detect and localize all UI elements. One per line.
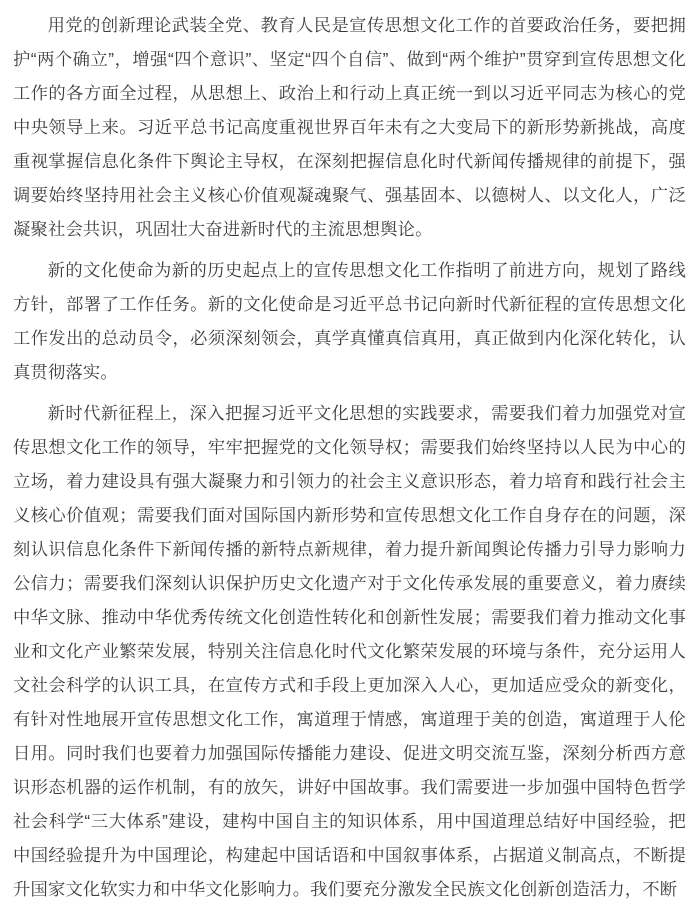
paragraph-3: 新时代新征程上，深入把握习近平文化思想的实践要求，需要我们着力加强党对宣传思想文化工作的领导，牢牢把握党的文化领导权；需要我们始终坚持以人民为中心的立场，着力建设具有强大凝聚力和引领力的社会主义意识形态，着力培育和践行社会主义核心价值观；需要我们面对国际国内新形势和宣传思想文化工作自身存在的问题，深刻认识信息化条件下新闻传播的新特点新规律，着力提升新闻舆论传播力引导力影响力公信力；需要我们深刻认识保护历史文化遗产对于文化传承发展的重要意义，着力赓续中华文脉、推动中华优秀传统文化创造性转化和创新性发展；需要我们着力推动文化事业和文化产业繁荣发展，特别关注信息化时代文化繁荣发展的环境与条件，充分运用人文社会科学的认识工具，在宣传方式和手段上更加深入人心，更加适应受众的新变化，有针对性地展开宣传思想文化工作，寓道理于情感，寓道理于美的创造，寓道理于人伦日用。同时我们也要着力加强国际传播能力建设、促进文明交流互鉴，深刻分析西方意识形态机器的运作机制，有的放矢，讲好中国故事。我们需要进一步加强中国特色哲学社会科学“三大体系”建设，建构中国自主的知识体系，用中国道理总结好中国经验，把中国经验提升为中国理论，构建起中国话语和中国叙事体系，占据道义制高点，不断提升国家文化软实力和中华文化影响力。我们要充分激发全民族文化创新创造活力，不断 bbox=[13, 403, 686, 899]
paragraph-2: 新的文化使命为新的历史起点上的宣传思想文化工作指明了前进方向，规划了路线方针，部署了工作任务。新的文化使命是习近平总书记向新时代新征程的宣传思想文化工作发出的总动员令，必须深刻领会，真学真懂真信真用，真正做到内化深化转化，认真贯彻落实。 bbox=[13, 260, 686, 382]
paragraph-1: 用党的创新理论武装全党、教育人民是宣传思想文化工作的首要政治任务，要把拥护“两个确立”，增强“四个意识”、坚定“四个自信”、做到“两个维护”贯穿到宣传思想文化工作的各方面全过程，从思想上、政治上和行动上真正统一到以习近平同志为核心的党中央领导上来。习近平总书记高度重视世界百年未有之大变局下的新形势新挑战，高度重视掌握信息化条件下舆论主导权，在深刻把握信息化时代新闻传播规律的前提下，强调要始终坚持用社会主义核心价值观凝魂聚气、强基固本、以德树人、以文化人，广泛凝聚社会共识，巩固壮大奋进新时代的主流思想舆论。 bbox=[13, 15, 686, 239]
